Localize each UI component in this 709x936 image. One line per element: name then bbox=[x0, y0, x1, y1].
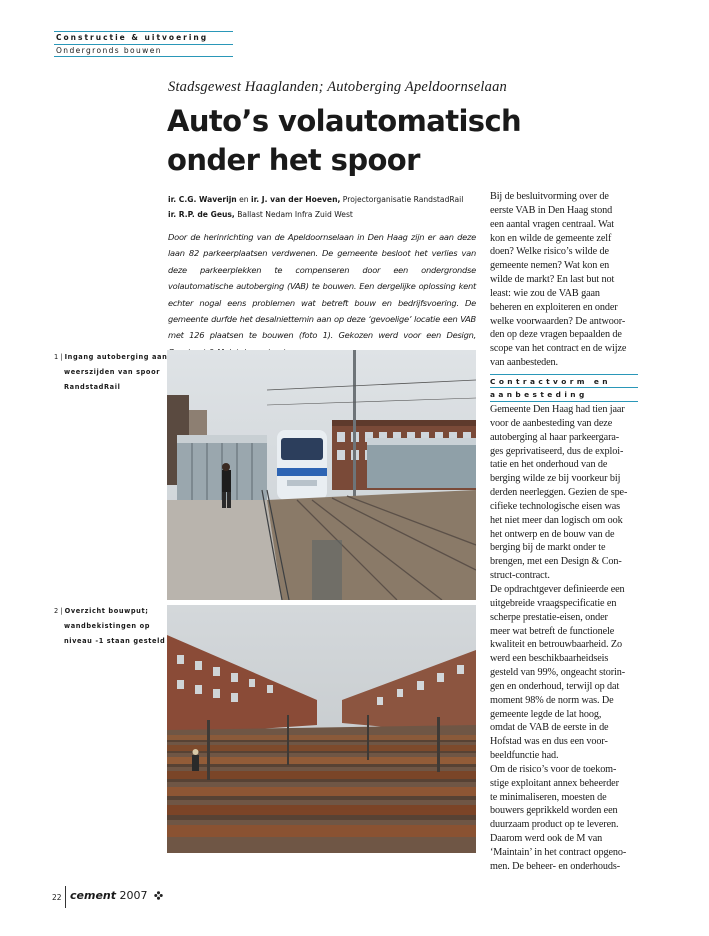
body-line: omdat de VAB de eerste in de bbox=[490, 722, 609, 734]
section-label: Constructie & uitvoering bbox=[56, 33, 209, 42]
caption-line bbox=[54, 380, 154, 395]
section-rule-bottom bbox=[490, 401, 638, 402]
body-line: gemeente nemen? Wat kon en bbox=[490, 260, 610, 272]
body-paragraph-2 bbox=[490, 403, 640, 874]
body-line: tatie en het onderhoud van de bbox=[490, 459, 608, 471]
title-line: Auto’s volautomatisch bbox=[167, 104, 522, 138]
body-line: Bij de besluitvorming over de bbox=[490, 191, 609, 202]
body-line: scherpe prestatie-eisen, onder bbox=[490, 611, 608, 623]
author-name: ir. C.G. Waverijn bbox=[168, 195, 237, 204]
body-line: beeldfunctie had. bbox=[490, 750, 559, 762]
photo-tram-station-image bbox=[167, 350, 476, 600]
author-line bbox=[168, 207, 478, 222]
author-line bbox=[168, 192, 478, 207]
body-line: uitgebreide vraagspecificatie en bbox=[490, 597, 617, 609]
body-line: voor de aanbesteding van deze bbox=[490, 417, 613, 429]
body-line: struct-contract. bbox=[490, 570, 550, 582]
body-line: eerste VAB in Den Haag stond bbox=[490, 204, 613, 216]
caption-line bbox=[54, 365, 161, 380]
photo-tram-station bbox=[167, 350, 476, 600]
body-line: het ontwerp en de bouw van de bbox=[490, 528, 615, 540]
article-title bbox=[167, 102, 527, 180]
caption-photo-2 bbox=[54, 604, 166, 649]
header-rule-mid bbox=[54, 44, 233, 45]
caption-text: RandstadRail bbox=[64, 383, 121, 391]
body-line: den op deze vragen bepaalden de bbox=[490, 329, 622, 341]
body-line: berging wilde ze bij voorkeur bij bbox=[490, 473, 621, 485]
caption-line bbox=[54, 619, 154, 634]
section-rule-mid bbox=[490, 387, 638, 388]
body-line: beheren en exploiteren en onder bbox=[490, 301, 618, 313]
body-line: het niet meer dan logisch om ook bbox=[490, 514, 623, 526]
caption-text: wandbekistingen op bbox=[64, 622, 151, 630]
body-line: derden neerleggen. Gezien de spe- bbox=[490, 487, 628, 499]
header-rule-top bbox=[54, 31, 233, 32]
caption-number: 1 bbox=[54, 353, 59, 361]
caption-number: 2 bbox=[54, 607, 59, 615]
body-line: gen en onderhoud, terwijl op dat bbox=[490, 680, 620, 692]
body-line: Om de risico’s voor de toekom- bbox=[490, 763, 617, 775]
body-line: moment 98% de norm was. De bbox=[490, 694, 614, 706]
photo-construction-pit bbox=[167, 605, 476, 853]
caption-text: niveau -1 staan gesteld bbox=[64, 637, 166, 645]
body-line: De opdrachtgever definieerde een bbox=[490, 583, 625, 595]
body-line: doen? Welke risico’s wilde de bbox=[490, 246, 609, 258]
authors bbox=[168, 192, 478, 222]
section-rule-top bbox=[490, 374, 638, 375]
body-line: berging bij de markt onder te bbox=[490, 542, 606, 554]
photo-construction-pit-image bbox=[167, 605, 476, 853]
caption-line: 1 | Ingang autoberging aan bbox=[54, 353, 168, 361]
body-line: gesteld van 99%, ongeacht storin- bbox=[490, 667, 626, 679]
body-line: van aanbesteden. bbox=[490, 357, 558, 369]
section-heading-line: aanbesteding bbox=[490, 390, 588, 399]
body-line: stige exploitant annex beheerder bbox=[490, 777, 619, 789]
flower-icon bbox=[154, 891, 163, 900]
body-line: werd een beschikbaarheidseis bbox=[490, 653, 609, 665]
page-number: 22 bbox=[52, 893, 62, 902]
author-conj: en bbox=[236, 195, 252, 204]
body-line: een aantal vragen centraal. Wat bbox=[490, 218, 615, 230]
body-line: scope van het contract en de wijze bbox=[490, 343, 627, 355]
body-line: meer wat betreft de functionele bbox=[490, 625, 615, 637]
body-line: Daarom werd ook de M van bbox=[490, 833, 603, 845]
author-name: ir. J. van der Hoeven, bbox=[251, 195, 341, 204]
body-line: men. De beheer- en onderhouds- bbox=[490, 860, 621, 872]
body-line: cifieke technologische eisen was bbox=[490, 500, 621, 512]
subsection-label: Ondergronds bouwen bbox=[56, 46, 162, 55]
header-rule-bottom bbox=[54, 56, 233, 57]
caption-line: 2 | Overzicht bouwput; bbox=[54, 607, 149, 615]
magazine-brand bbox=[70, 889, 163, 902]
body-line: ges geprivatiseerd, dus de exploi- bbox=[490, 445, 624, 457]
body-line: bouwers geprikkeld worden een bbox=[490, 805, 618, 817]
body-line: ‘Maintain’ in het contract opgeno- bbox=[490, 847, 627, 858]
body-line: te minimaliseren, moesten de bbox=[490, 791, 607, 803]
body-paragraph-1 bbox=[490, 190, 640, 370]
body-line: least: wie zou de VAB gaan bbox=[490, 287, 600, 299]
footer-divider bbox=[65, 886, 66, 908]
body-line: welke voorwaarden? De antwoor- bbox=[490, 315, 626, 327]
title-line: onder het spoor bbox=[167, 143, 420, 177]
body-line: wilde de markt? En last but not bbox=[490, 274, 615, 286]
author-affiliation: Ballast Nedam Infra Zuid West bbox=[234, 210, 353, 219]
body-line: kwaliteit en betrouwbaarheid. Zo bbox=[490, 639, 623, 651]
body-line: duurzaam product op te leveren. bbox=[490, 819, 619, 831]
body-line: gemeente legde de lat hoog, bbox=[490, 708, 602, 720]
body-line: Hofstad was en dus een voor- bbox=[490, 736, 608, 748]
body-line: Gemeente Den Haag had tien jaar bbox=[490, 404, 625, 415]
article-intro: Door de herinrichting van de Apeldoornselaan in Den Haag zijn er aan deze laan 82 parkeerplaatsen verdwenen. De gemeente besloot het verlies van deze parkeerplekken te compenseren door een ondergrondse volautomatische autoberging (VAB) te bouwen. Een dergelijke oplossing kent echter nogal eens problemen wat betreft bouw en bedrijfsvoering. De gemeente durfde het desalniettemin aan op deze ‘gevoelige’ locatie een VAB met 126 plaatsen te bouwen (foto 1). Gekozen werd voor een Design, bbox=[168, 232, 476, 341]
brand-name: cement bbox=[70, 889, 116, 902]
author-affiliation: Projectorganisatie RandstadRail bbox=[340, 195, 464, 204]
brand-year: 2007 bbox=[116, 889, 148, 902]
caption-text: Overzicht bouwput; bbox=[64, 607, 149, 615]
caption-line bbox=[54, 634, 166, 649]
body-line: autoberging al haar parkeergara- bbox=[490, 431, 620, 443]
caption-text: weerszijden van spoor bbox=[64, 368, 161, 376]
author-name: ir. R.P. de Geus, bbox=[168, 210, 235, 219]
body-line: kon en wilde de gemeente zelf bbox=[490, 232, 612, 244]
caption-photo-1 bbox=[54, 350, 168, 395]
section-heading-line: Contractvorm en bbox=[490, 377, 611, 386]
body-line: brengen, met een Design & Con- bbox=[490, 556, 622, 568]
caption-text: Ingang autoberging aan bbox=[64, 353, 168, 361]
article-kicker: Stadsgewest Haaglanden; Autoberging Apeldoornselaan bbox=[168, 79, 507, 95]
